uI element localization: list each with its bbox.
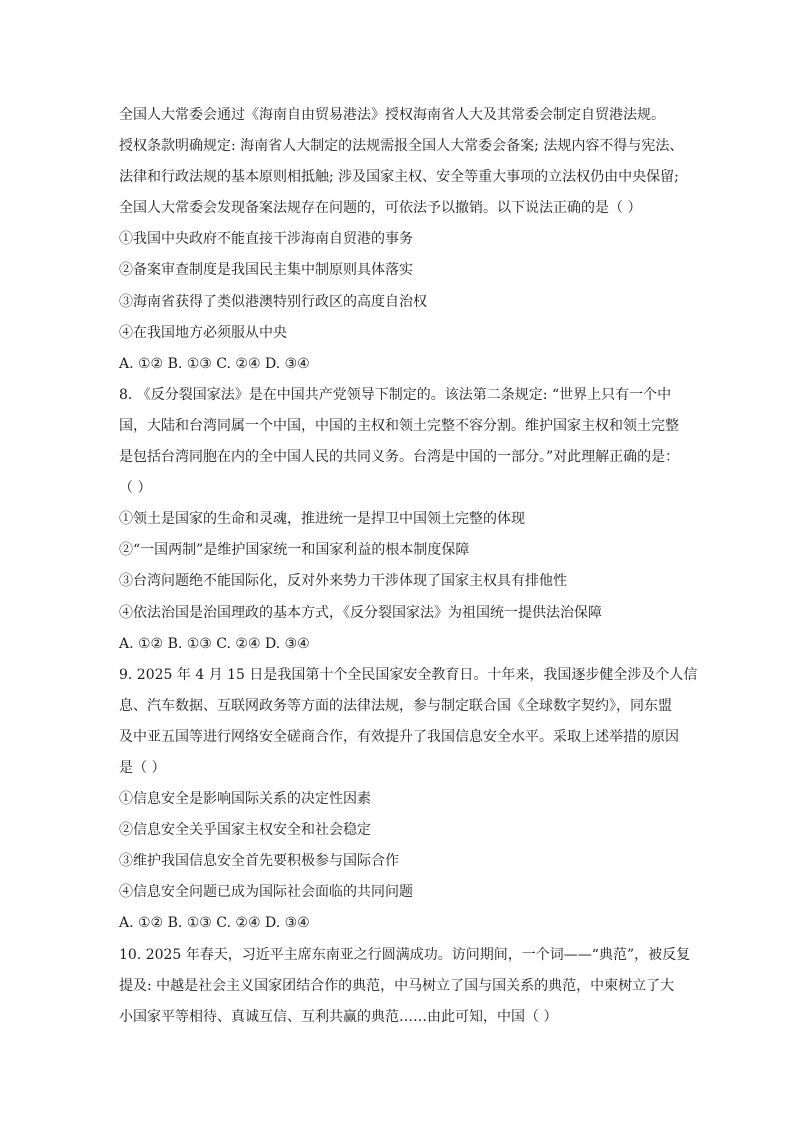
option-line: ③海南省获得了类似港澳特别行政区的高度自治权 (119, 293, 427, 310)
option-line: ④依法治国是治国理政的基本方式，《反分裂国家法》为祖国统一提供法治保障 (119, 604, 602, 621)
option-line: ③维护我国信息安全首先要积极参与国际合作 (119, 853, 399, 870)
option-line: ①领土是国家的生命和灵魂，推进统一是捍卫中国领土完整的体现 (119, 511, 525, 528)
answer-choices: A. ①② B. ①③ C. ②④ D. ③④ (119, 635, 310, 652)
question-9: 9. 2025 年 4 月 15 日是我国第十个全民国家安全教育日。十年来，我国逐步健全涉及个人信 (119, 666, 698, 683)
option-line: ②信息安全关乎国家主权安全和社会稳定 (119, 822, 371, 839)
answer-choices: A. ①② B. ①③ C. ②④ D. ③④ (119, 915, 310, 932)
text-line: 是（ ） (119, 759, 166, 776)
document-body (119, 100, 699, 1033)
option-line: ②“一国两制”是维护国家统一和国家利益的根本制度保障 (119, 542, 470, 559)
option-line: ②备案审查制度是我国民主集中制原则具体落实 (119, 262, 413, 279)
text-line: 及中亚五国等进行网络安全磋商合作，有效提升了我国信息安全水平。采取上述举措的原因 (119, 728, 679, 745)
text-line: 全国人大常委会发现备案法规存在问题的，可依法予以撤销。以下说法正确的是（ ） (119, 200, 642, 217)
text-line: （ ） (119, 480, 152, 497)
option-line: ④信息安全问题已成为国际社会面临的共同问题 (119, 884, 413, 901)
question-10: 10. 2025 年春天，习近平主席东南亚之行圆满成功。访问期间，一个词——“典范”，被反复 (119, 946, 691, 963)
option-line: ④在我国地方必须服从中央 (119, 324, 287, 341)
answer-choices: A. ①② B. ①③ C. ②④ D. ③④ (119, 355, 310, 372)
text-line: 息、汽车数据、互联网政务等方面的法律法规，参与制定联合国《全球数字契约》，同东盟 (119, 697, 672, 714)
text-line: 全国人大常委会通过《海南自由贸易港法》授权海南省人大及其常委会制定自贸港法规。 (119, 107, 665, 123)
option-line: ①信息安全是影响国际关系的决定性因素 (119, 791, 371, 808)
option-line: ③台湾问题绝不能国际化，反对外来势力干涉体现了国家主权具有排他性 (119, 573, 567, 590)
text-line: 授权条款明确规定: 海南省人大制定的法规需报全国人大常委会备案; 法规内容不得与宪法、 (119, 138, 684, 155)
text-line: 提及: 中越是社会主义国家团结合作的典范，中马树立了国与国关系的典范，中柬树立了大 (119, 977, 675, 994)
option-line: ①我国中央政府不能直接干涉海南自贸港的事务 (119, 231, 413, 248)
text-line: 小国家平等相待、真诚互信、互利共赢的典范……由此可知，中国（ ） (119, 1008, 558, 1025)
text-line: 国，大陆和台湾同属一个中国，中国的主权和领土完整不容分割。维护国家主权和领土完整 (119, 417, 679, 434)
text-line: 是包括台湾同胞在内的全中国人民的共同义务。台湾是中国的一部分。”对此理解正确的是： (119, 449, 680, 466)
text-line: 法律和行政法规的基本原则相抵触; 涉及国家主权、安全等重大事项的立法权仍由中央保留; (119, 169, 679, 186)
question-8: 8. 《反分裂国家法》是在中国共产党领导下制定的。该法第二条规定: “世界上只有一个中 (119, 386, 672, 403)
